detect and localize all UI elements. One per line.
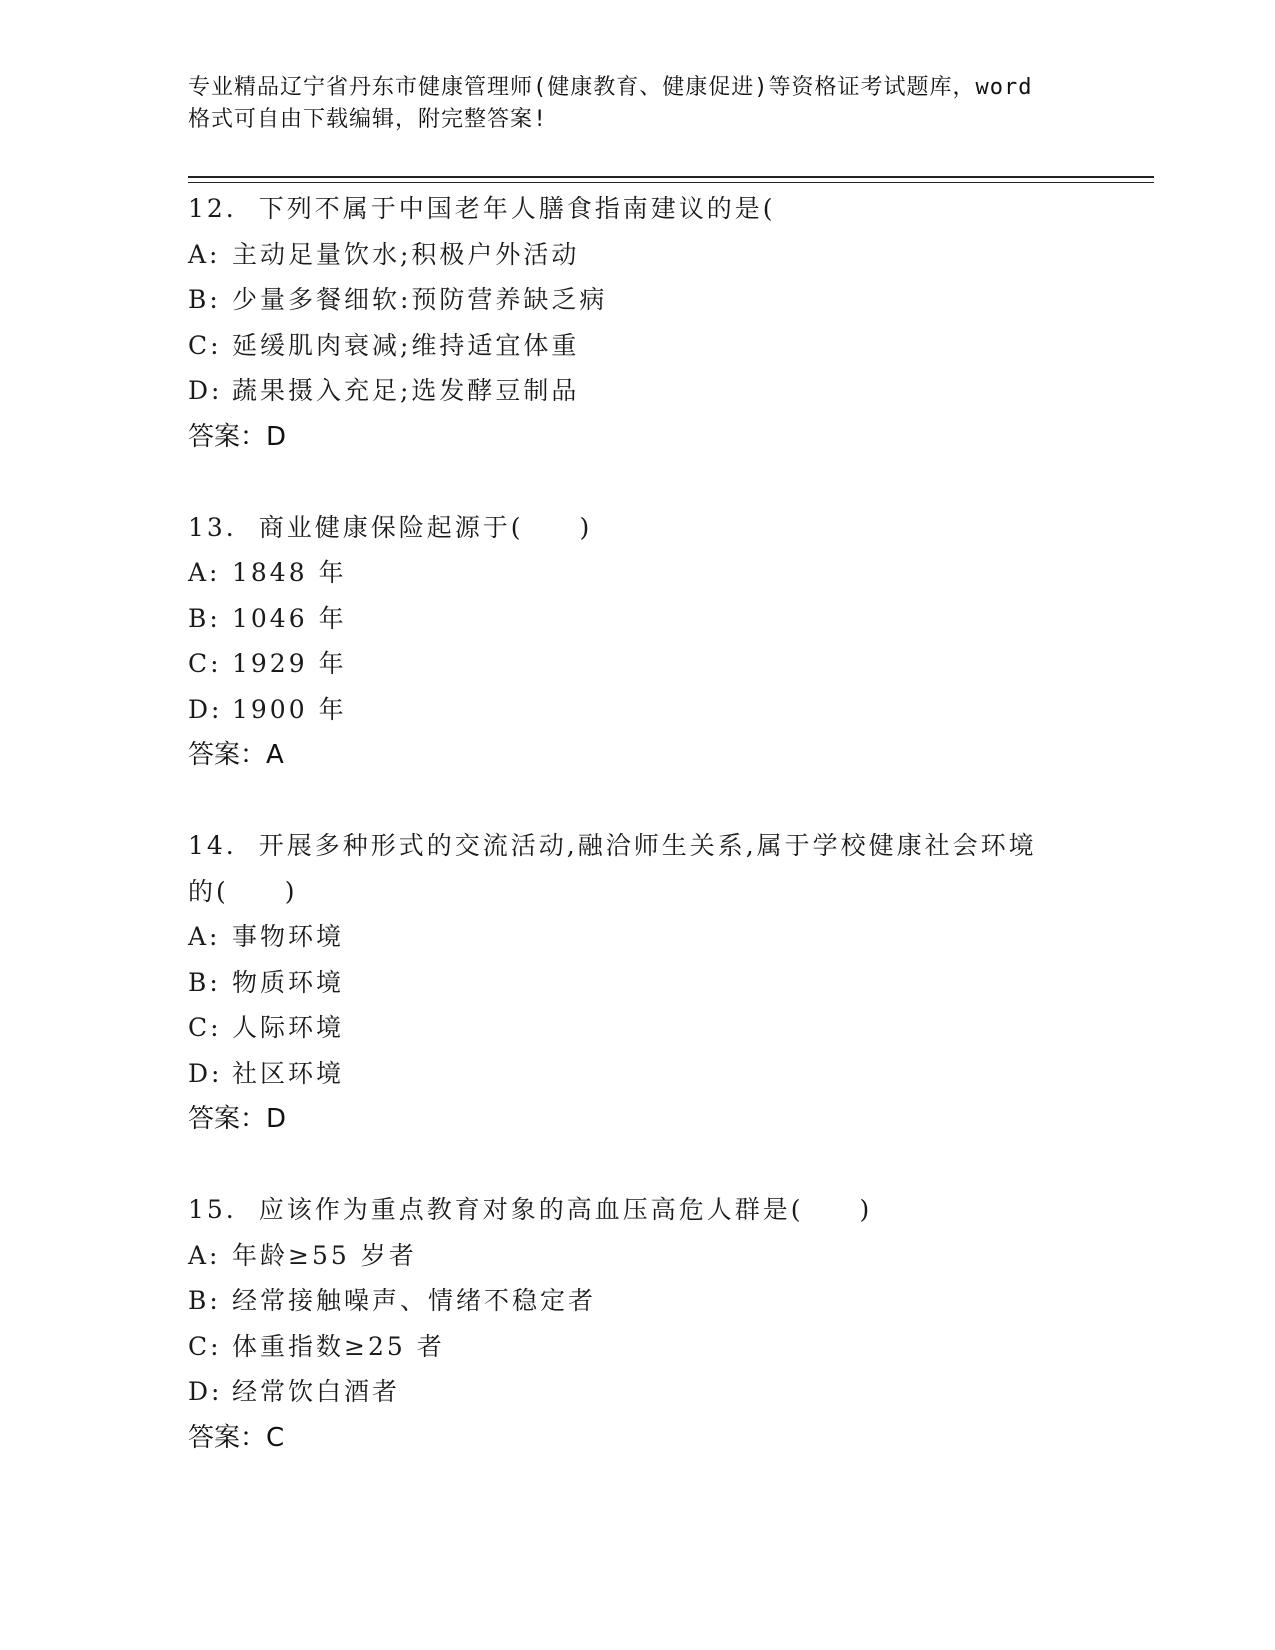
question-stem-line bbox=[188, 823, 1128, 869]
answer-option bbox=[188, 232, 1128, 278]
answer-option bbox=[188, 687, 1128, 733]
question-number: 12. bbox=[188, 194, 237, 223]
option-letter: C: bbox=[188, 1013, 222, 1042]
option-letter: D: bbox=[188, 694, 223, 724]
option-text: 蔬果摄入充足;选发酵豆制品 bbox=[232, 376, 580, 405]
option-text: 年龄≥55 岁者 bbox=[232, 1240, 417, 1270]
option-text: 体重指数≥25 者 bbox=[232, 1331, 445, 1361]
header-line-1: 专业精品辽宁省丹东市健康管理师(健康教育、健康促进)等资格证考试题库，word bbox=[188, 75, 1033, 100]
option-text: 主动足量饮水;积极户外活动 bbox=[232, 239, 580, 269]
answer-option bbox=[188, 596, 1128, 642]
answer-option bbox=[188, 1278, 1128, 1324]
question-stem-text: 下列不属于中国老年人膳食指南建议的是( bbox=[258, 194, 776, 223]
option-letter: D: bbox=[188, 1377, 223, 1406]
option-letter: A: bbox=[188, 922, 221, 951]
question-item bbox=[188, 505, 1128, 779]
answer-option bbox=[188, 641, 1128, 687]
question-stem-line bbox=[188, 869, 1128, 915]
question-item bbox=[188, 823, 1128, 1142]
answer-option bbox=[188, 960, 1128, 1006]
answer-label: 答案： bbox=[188, 740, 267, 770]
question-list bbox=[188, 186, 1128, 1461]
question-stem-line bbox=[188, 1187, 1128, 1233]
answer-value: A bbox=[266, 740, 284, 770]
answer-option bbox=[188, 550, 1128, 596]
answer-option bbox=[188, 323, 1128, 369]
answer-option bbox=[188, 277, 1128, 323]
option-letter: A: bbox=[188, 1240, 221, 1270]
question-stem-text: 的( ) bbox=[188, 876, 298, 906]
answer-option bbox=[188, 368, 1128, 414]
question-stem-text: 应该作为重点教育对象的高血压高危人群是( ) bbox=[258, 1195, 873, 1224]
option-letter: A: bbox=[188, 239, 221, 269]
answer-line bbox=[188, 1096, 1128, 1142]
option-text: 1929 年 bbox=[232, 649, 347, 678]
answer-option bbox=[188, 1233, 1128, 1279]
answer-line bbox=[188, 732, 1128, 778]
question-spacer bbox=[188, 778, 1128, 823]
question-number: 15. bbox=[188, 1195, 237, 1224]
answer-label: 答案： bbox=[188, 421, 267, 452]
option-text: 事物环境 bbox=[232, 922, 345, 951]
document-header bbox=[188, 72, 1088, 136]
option-text: 少量多餐细软:预防营养缺乏病 bbox=[232, 285, 608, 314]
answer-option bbox=[188, 1051, 1128, 1097]
option-text: 1848 年 bbox=[232, 558, 347, 587]
answer-value: D bbox=[266, 421, 287, 452]
question-item bbox=[188, 186, 1128, 460]
option-text: 1046 年 bbox=[232, 603, 347, 633]
option-letter: B: bbox=[188, 967, 221, 997]
option-letter: D: bbox=[188, 1058, 223, 1088]
question-spacer bbox=[188, 460, 1128, 505]
option-text: 1900 年 bbox=[232, 694, 347, 724]
option-letter: B: bbox=[188, 285, 221, 314]
option-letter: D: bbox=[188, 376, 223, 405]
header-divider bbox=[188, 176, 1154, 183]
answer-option bbox=[188, 914, 1128, 960]
answer-option bbox=[188, 1005, 1128, 1051]
option-text: 经常接触噪声、情绪不稳定者 bbox=[232, 1286, 597, 1315]
answer-label: 答案： bbox=[188, 1422, 267, 1453]
option-letter: A: bbox=[188, 558, 221, 587]
question-spacer bbox=[188, 1142, 1128, 1187]
question-item bbox=[188, 1187, 1128, 1461]
option-text: 物质环境 bbox=[232, 967, 345, 997]
answer-option bbox=[188, 1369, 1128, 1415]
option-letter: C: bbox=[188, 1331, 222, 1361]
question-number: 14. bbox=[188, 831, 237, 860]
answer-label: 答案： bbox=[188, 1104, 267, 1134]
question-number: 13. bbox=[188, 512, 237, 542]
answer-line bbox=[188, 1415, 1128, 1461]
option-letter: B: bbox=[188, 603, 221, 633]
option-text: 人际环境 bbox=[232, 1013, 345, 1042]
question-stem-line bbox=[188, 186, 1128, 232]
option-text: 经常饮白酒者 bbox=[232, 1377, 401, 1406]
header-line-2: 格式可自由下载编辑，附完整答案! bbox=[188, 107, 548, 132]
answer-option bbox=[188, 1324, 1128, 1370]
question-stem-text: 开展多种形式的交流活动,融洽师生关系,属于学校健康社会环境 bbox=[258, 831, 1037, 860]
answer-value: C bbox=[266, 1422, 285, 1453]
option-text: 延缓肌肉衰减;维持适宜体重 bbox=[232, 330, 580, 360]
option-text: 社区环境 bbox=[232, 1058, 345, 1088]
question-stem-text: 商业健康保险起源于( ) bbox=[258, 512, 593, 542]
question-stem-line bbox=[188, 505, 1128, 551]
option-letter: C: bbox=[188, 330, 222, 360]
answer-line bbox=[188, 414, 1128, 460]
option-letter: B: bbox=[188, 1286, 221, 1315]
option-letter: C: bbox=[188, 649, 222, 678]
answer-value: D bbox=[266, 1104, 287, 1134]
